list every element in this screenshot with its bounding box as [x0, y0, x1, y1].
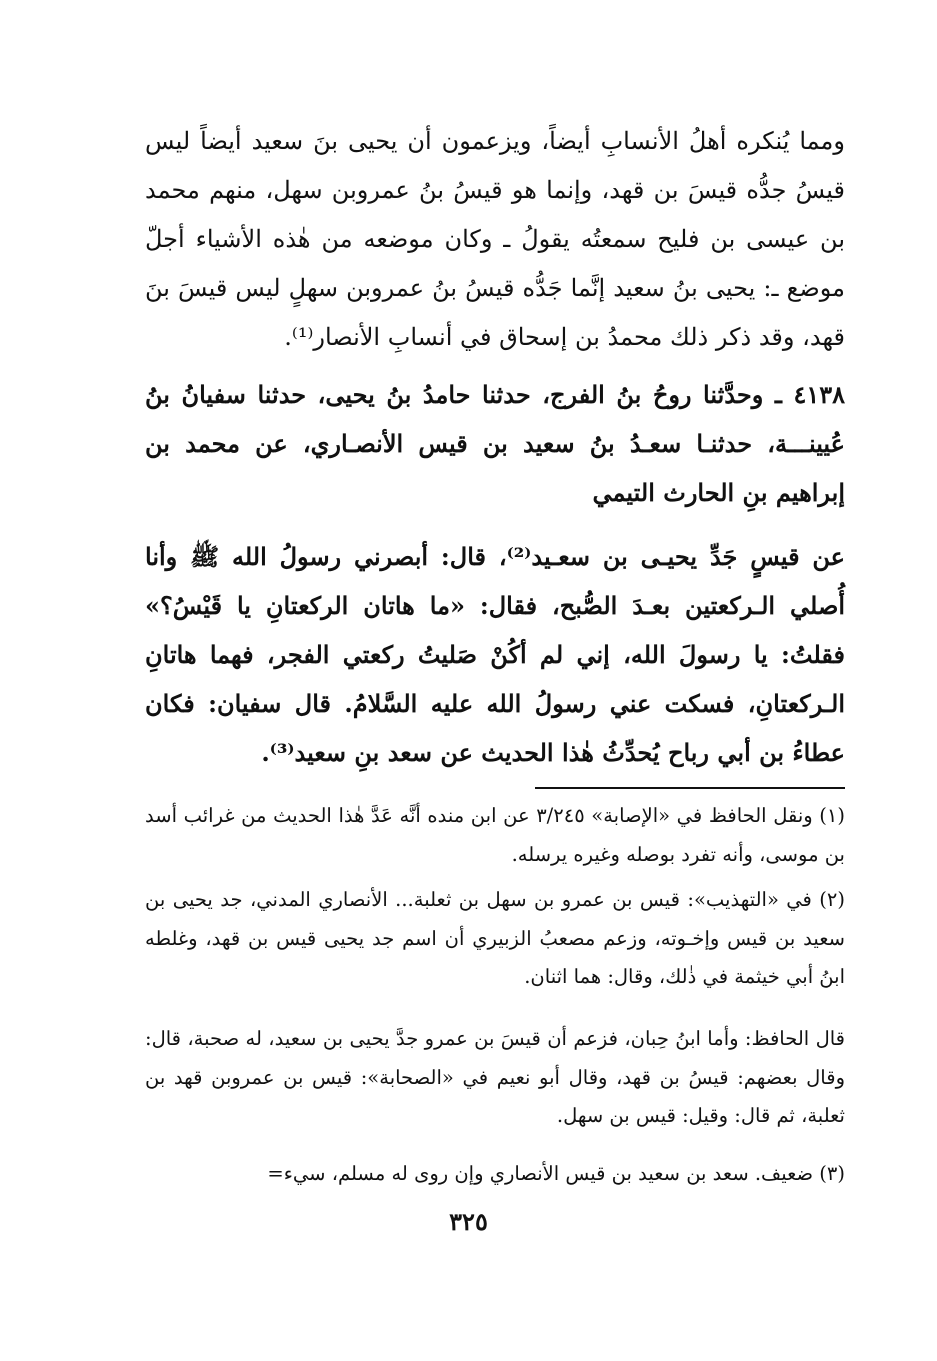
footnote-2: (٢) في «التهذيب»: قيس بن عمرو بن سهل بن ثعلبة... الأنصاري المدني، جد يحيى بن سعيد بن قيس وإخـوته، وزعم مصعبُ الزبيري أن اسم جد يحيى قيس بن قهد، وغلطه ابنُ أبي خيثمة في ذٰلك، وقال: هما اثنان.: [145, 888, 845, 988]
footnote-3: (٣) ضعيف. سعد بن سعيد بن قيس الأنصاري وإن روى له مسلم، سيء=: [267, 1162, 845, 1185]
footnote-separator: [535, 787, 845, 789]
hadith-paragraph: عن قيسٍ جَدِّ يحيـى بن سعـيد⁽²⁾، قال: أبصرني رسولُ الله ﷺ وأنا أُصلي الـركعتين بعـدَ الصُّبح، فقال: «ما هاتان الركعتانِ يا قَيْسُ؟» فقلتُ: يا رسولَ الله، إني لم أكُنْ صَليتُ ركعتي الفجر، فهما هاتانِ الـركعتانِ، فسكت عني رسولُ الله عليه السَّلامُ. قال سفيان: فكان عطاءُ بن أبي رباح يُحدِّثُ هٰذا الحديث عن سعد بنِ سعيد⁽³⁾.: [145, 542, 845, 767]
footnote-1: (١) ونقل الحافظ في «الإصابة» ٣/٢٤٥ عن ابن منده أنَّه عَدَّ هٰذا الحديث من غرائب أسد بن موسى، وأنه تفرد بوصله وغيره يرسله.: [145, 804, 845, 866]
intro-paragraph: ومما يُنكره أهلُ الأنسابِ أيضاً، ويزعمون أن يحيى بنَ سعيد أيضاً ليس قيسُ جدُّه قيسَ بن قهد، وإنما هو قيسُ بنُ عمروبن سهل، منهم محمد بن عيسى بن فليح سمعتُه يقولُ ـ وكان موضعه من هٰذه الأشياء أجلّ موضع ـ: يحيى بنُ سعيد إنَّما جَدُّه قيسُ بنُ عمروبن سهلٍ ليس قيسَ بنَ قهد، وقد ذكر ذلك محمدُ بن إسحاق في أنسابِ الأنصار⁽¹⁾.: [145, 127, 845, 351]
isnad-paragraph: ٤١٣٨ ـ وحدَّثنا روحُ بنُ الفرج، حدثنا حامدُ بنُ يحيى، حدثنا سفيانُ بنُ عُيينـــة، حدثنـا سعـدُ بنُ سعيد بن قيس الأنصـاري، عن محمد بن إبراهيم بنِ الحارث التيمي: [145, 380, 845, 507]
page-number: ٣٢٥: [449, 1207, 488, 1236]
footnote-2-continuation: قال الحافظ: وأما ابنُ حِبان، فزعم أن قيسَ بن عمرو جدَّ يحيى بن سعيد، له صحبة، قال: وقال بعضهم: قيسُ بن قهد، وقال أبو نعيم في «الصحابة»: قيس بن عمروبن قهد بن ثعلبة، ثم قال: وقيل: قيس بن سهل.: [145, 1027, 845, 1127]
